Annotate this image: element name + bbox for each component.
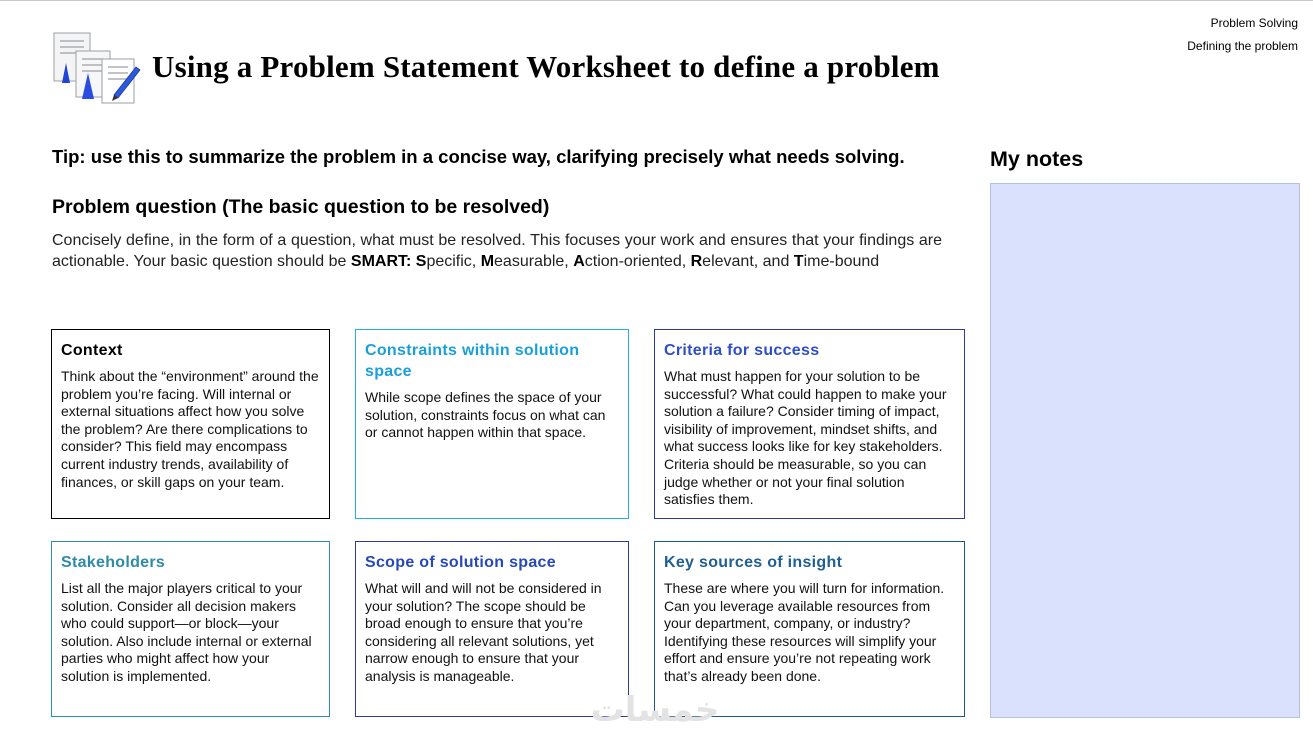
constraints-title: Constraints within solution space (365, 342, 580, 380)
smart-initial-a: A (573, 253, 585, 270)
stakeholders-title: Stakeholders (61, 554, 166, 571)
smart-initial-t: T (793, 253, 804, 270)
problem-question-heading: Problem question (The basic question to be resolved) (52, 196, 550, 218)
watermark-logo (575, 689, 735, 729)
criteria-box (654, 329, 965, 519)
page-title: Using a Problem Statement Worksheet to define a problem (152, 49, 940, 84)
criteria-body: What must happen for your solution to be successful? What could happen to make your solution a failure? Consider timing of impact, visibility of improvement, mindset shifts, and what success looks like for key stakeholders. Criteria should be measurable, so you can judge whether or not your final solution satisfies them. (664, 368, 947, 508)
pq-body-start: Concisely define, in the form of a question, what must be resolved. This focuses your work and ensures that your findings are actionable. Your basic question should be (52, 232, 942, 270)
context-box (51, 329, 330, 519)
tip-text: Tip: use this to summarize the problem in a concise way, clarifying precisely what needs solving. (52, 146, 905, 167)
criteria-title: Criteria for success (664, 342, 820, 359)
context-body: Think about the “environment” around the problem you’re facing. Will internal or external situations affect how you solve the problem? Are there complications to consider? This field may encompass current industry trends, availability of finances, or skill gaps on your team. (61, 368, 319, 490)
smart-rest-t: ime-bound (803, 253, 880, 270)
smart-and: and (762, 253, 794, 270)
problem-question-description (52, 230, 942, 272)
breadcrumb-subsection: Defining the problem (1187, 39, 1298, 53)
smart-initial-r: R (690, 253, 703, 270)
scope-title: Scope of solution space (365, 554, 556, 571)
context-title: Context (61, 342, 123, 359)
smart-rest-s: pecific, (426, 253, 481, 270)
smart-rest-a: ction-oriented, (584, 253, 691, 270)
stakeholders-body: List all the major players critical to your solution. Consider all decision makers who could support—or block—your solution. Also include internal or external parties who might affect how your solution is implemented. (61, 580, 312, 684)
smart-rest-m: easurable, (494, 253, 574, 270)
stakeholders-box (51, 541, 330, 717)
breadcrumb (1187, 12, 1298, 58)
breadcrumb-section: Problem Solving (1210, 16, 1298, 30)
sources-title: Key sources of insight (664, 554, 843, 571)
constraints-body: While scope defines the space of your solution, constraints focus on what can or cannot happen within that space. (365, 389, 606, 441)
smart-label: SMART: (350, 253, 412, 270)
sources-body: These are where you will turn for information. Can you leverage available resources from your department, company, or industry? Identifying these resources will simplify your effort and ensure you’re not repeating work that’s already been done. (664, 580, 945, 684)
constraints-box (355, 329, 629, 519)
notes-area[interactable] (990, 183, 1300, 718)
smart-initial-m: M (480, 253, 495, 270)
smart-initial-s: S (415, 253, 427, 270)
watermark-text: خمسات (590, 690, 720, 729)
worksheet-checklist-icon (52, 29, 144, 107)
notes-heading: My notes (990, 147, 1084, 171)
scope-body: What will and will not be considered in your solution? The scope should be broad enough to ensure that you’re considering all relevant solutions, yet narrow enough to ensure that your analysis is manageable. (365, 580, 602, 684)
smart-rest-r: elevant, (702, 253, 763, 270)
